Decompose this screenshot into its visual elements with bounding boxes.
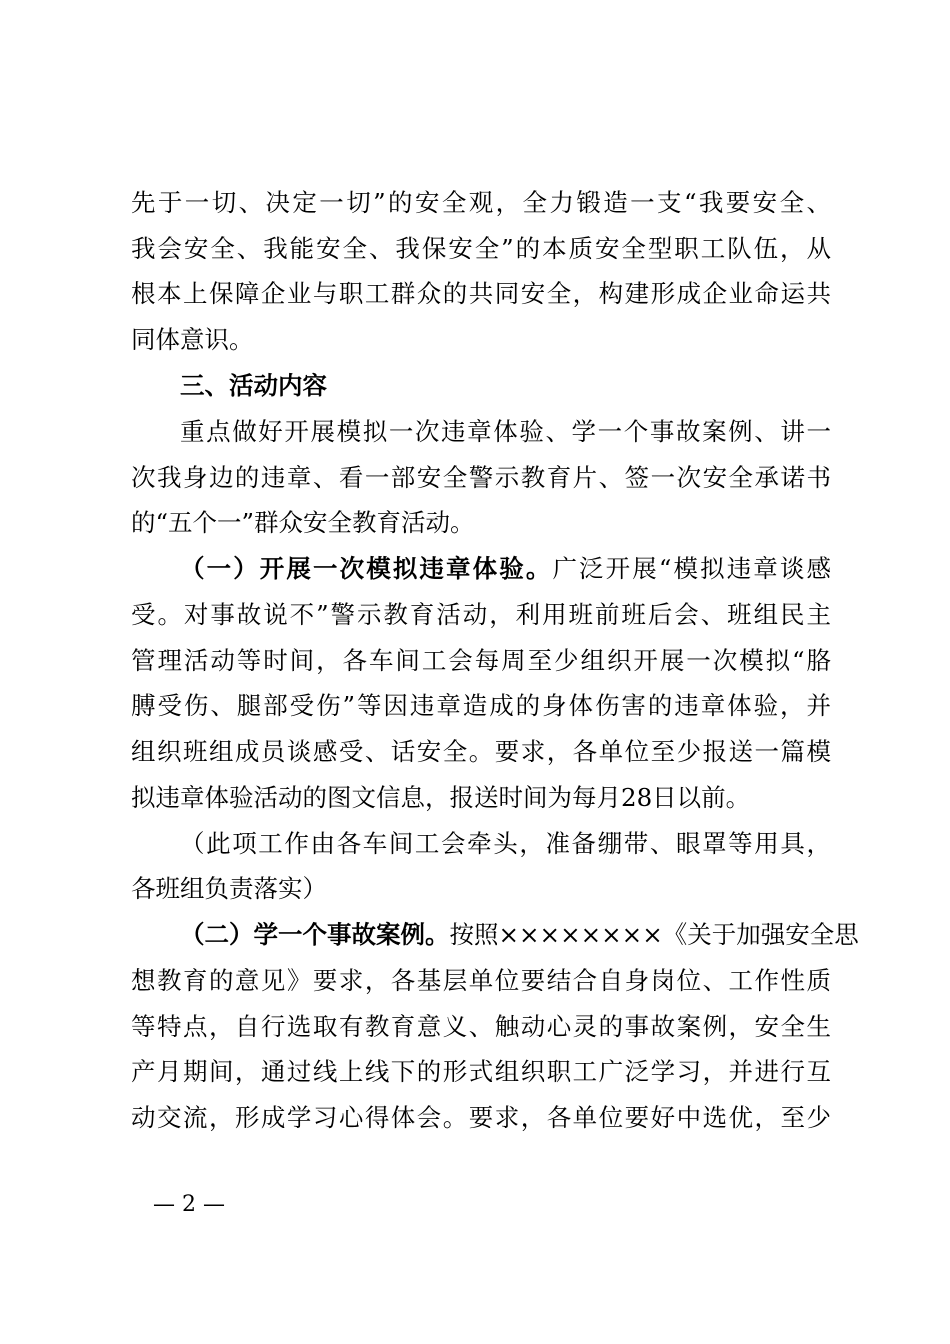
body-line-7: 次我身边的违章、看一部安全警示教育片、签一次安全承诺书 (131, 463, 831, 492)
body-line-1: 先于一切、决定一切”的安全观，全力锻造一支“我要安全、 (131, 188, 831, 217)
body-line-8: 的“五个一”群众安全教育活动。 (131, 508, 475, 537)
subheading-1: （一）开展一次模拟违章体验。 (180, 554, 553, 583)
body-line-3: 根本上保障企业与职工群众的共同安全，构建形成企业命运共 (131, 279, 831, 308)
body-line-19: 等特点，自行选取有教育意义、触动心灵的事故案例，安全生 (131, 1012, 831, 1041)
paragraph-1-first-line (180, 549, 831, 589)
body-line-18: 想教育的意见》要求，各基层单位要结合自身岗位、工作性质 (131, 966, 831, 995)
body-line-6: 重点做好开展模拟一次违章体验、学一个事故案例、讲一 (180, 417, 831, 446)
paragraph-1-text: 广泛开展“模拟违章谈感 (552, 554, 832, 583)
body-line-15: （此项工作由各车间工会牵头，准备绷带、眼罩等用具， (180, 829, 831, 858)
body-line-4: 同体意识。 (131, 325, 254, 354)
body-line-20: 产月期间，通过线上线下的形式组织职工广泛学习，并进行互 (131, 1057, 831, 1086)
body-line-10: 受。对事故说不”警示教育活动，利用班前班后会、班组民主 (131, 600, 831, 629)
section-heading-3: 三、活动内容 (180, 371, 327, 400)
body-line-16: 各班组负责落实） (131, 874, 327, 903)
paragraph-2-first-line (180, 915, 859, 955)
subheading-2: （二）学一个事故案例。 (180, 920, 450, 949)
body-line-11: 管理活动等时间，各车间工会每周至少组织开展一次模拟“胳 (131, 646, 831, 675)
body-line-2: 我会安全、我能安全、我保安全”的本质安全型职工队伍，从 (131, 234, 831, 263)
page-number: — 2 — (153, 1192, 225, 1217)
body-line-14: 拟违章体验活动的图文信息，报送时间为每月28日以前。 (131, 783, 751, 812)
body-line-13: 组织班组成员谈感受、话安全。要求，各单位至少报送一篇模 (131, 737, 831, 766)
body-line-21: 动交流，形成学习心得体会。要求，各单位要好中选优，至少 (131, 1103, 831, 1132)
body-line-12: 膊受伤、腿部受伤”等因违章造成的身体伤害的违章体验，并 (131, 691, 831, 720)
paragraph-2-text: 按照××××××××《关于加强安全思 (449, 920, 859, 949)
